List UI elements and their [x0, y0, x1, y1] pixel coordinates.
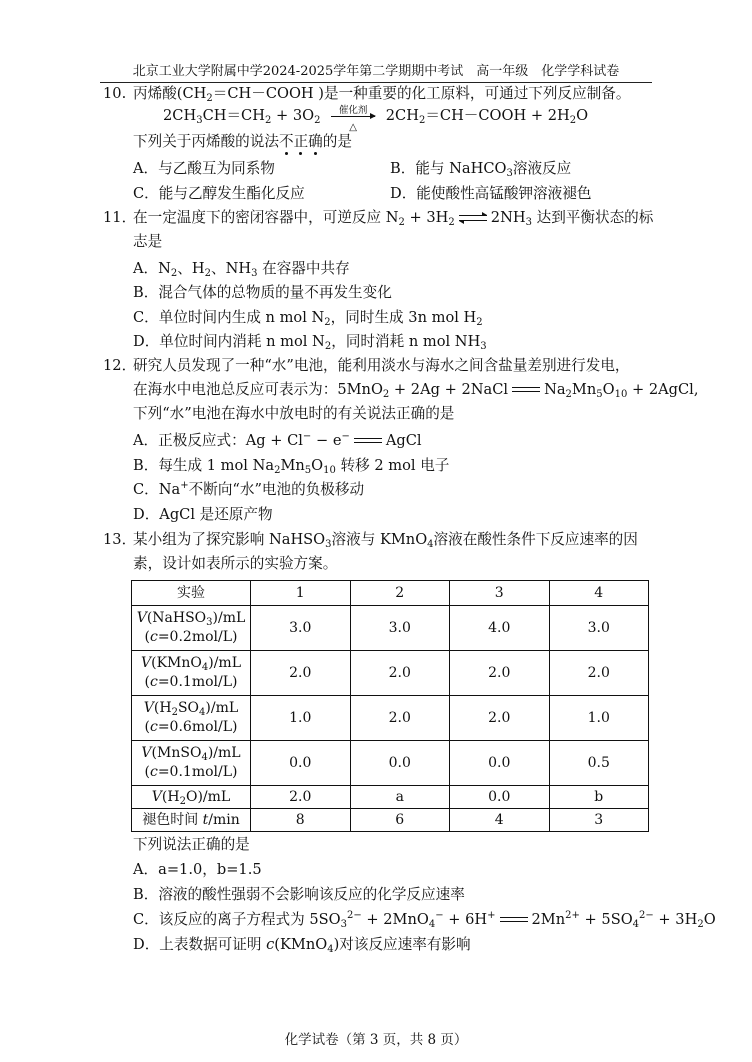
q10-ask: 下列关于丙烯酸的说法不正确的是 — [133, 133, 352, 150]
q13-option-b: B．溶液的酸性强弱不会影响该反应的化学反应速率 — [133, 886, 465, 903]
table-cell: 1.0 — [549, 696, 649, 741]
table-cell: 0.0 — [450, 741, 550, 786]
table-cell: 0.0 — [350, 741, 450, 786]
table-cell: 4 — [450, 809, 550, 832]
question-11: 11．在一定温度下的密闭容器中，可逆反应 $N_2 + 3H_2$ $2NH_3$ 达到平衡状态的标 志是 — [103, 209, 654, 250]
row-label: 褪色时间 t/min — [132, 809, 251, 832]
q13-option-d: D．上表数据可证明 c(KMnO$_4$)对该反应速率有影响 — [133, 936, 471, 955]
q13-ask: 下列说法正确的是 — [133, 836, 250, 853]
q12-option-a: A．正极反应式：Ag + Cl− − e− AgCl — [133, 431, 422, 449]
table-header-row — [132, 581, 649, 606]
question-10 — [103, 82, 663, 106]
page-footer: 化学试卷（第 3 页，共 8 页） — [284, 1032, 468, 1048]
q10-option-d: D．能使酸性高锰酸钾溶液褪色 — [390, 185, 592, 202]
table-cell: 4.0 — [450, 606, 550, 651]
table-row — [132, 786, 649, 809]
row-label: $V(H_2SO_4)/mL$ (c=0.6mol/L) — [132, 696, 251, 741]
table-cell: 3.0 — [549, 606, 649, 651]
table-cell: 2.0 — [350, 696, 450, 741]
experiment-table — [131, 580, 649, 832]
table-header-cell: 1 — [251, 581, 351, 606]
table-cell: 2.0 — [251, 786, 351, 809]
table-header-cell: 4 — [549, 581, 649, 606]
table-cell: a — [350, 786, 450, 809]
table-cell: 6 — [350, 809, 450, 832]
q13-option-a: A．a=1.0，b=1.5 — [133, 861, 262, 878]
table-cell: b — [549, 786, 649, 809]
q10-option-c: C．能与乙醇发生酯化反应 — [133, 185, 305, 202]
table-header-cell: 2 — [350, 581, 450, 606]
table-cell: 2.0 — [251, 651, 351, 696]
q11-option-d: D．单位时间内消耗 n mol $N_2$，同时消耗 n mol $NH_3$ — [133, 333, 487, 352]
q13-option-c: C．该反应的离子方程式为 $5SO_3^{2-} + 2MnO_4^- + 6H^+$ $2Mn^{2+} + 5SO_4^{2-} + 3H_2O$ — [133, 910, 716, 930]
q10-option-a: A．与乙酸互为同系物 — [133, 160, 275, 177]
table-row — [132, 696, 649, 741]
table-row — [132, 606, 649, 651]
row-label: V(NaHSO$_3$)/mL (c=0.2mol/L) — [132, 606, 251, 651]
q12-option-b: B．每生成 1 mol $Na_2Mn_5O_{10}$ 转移 2 mol 电子 — [133, 457, 450, 476]
q10-option-b: B．能与 NaHCO$_3$溶液反应 — [390, 160, 572, 179]
table-cell: 0.5 — [549, 741, 649, 786]
table-cell: 0.0 — [450, 786, 550, 809]
q12-option-c: C．Na+不断向“水”电池的负极移动 — [133, 480, 365, 498]
row-label: V(MnSO$_4$)/mL (c=0.1mol/L) — [132, 741, 251, 786]
table-cell: 3.0 — [251, 606, 351, 651]
table-row — [132, 809, 649, 832]
row-label: V(KMnO$_4$)/mL (c=0.1mol/L) — [132, 651, 251, 696]
q10-equation: $2CH_3CH=CH_2 + 3O_2$ 催化剂 △ $2CH_2=CH-COOH + 2H_2O$ — [163, 105, 589, 133]
exam-header: 北京工业大学附属中学2024-2025学年第二学期期中考试 高一年级 化学学科试卷 — [100, 60, 652, 83]
table-header-cell: 3 — [450, 581, 550, 606]
q11-option-a: A．$N_2$、$H_2$、$NH_3$ 在容器中共存 — [133, 260, 350, 279]
reaction-arrow: 催化剂 △ — [331, 108, 375, 124]
table-cell: 0.0 — [251, 741, 351, 786]
table-cell: 8 — [251, 809, 351, 832]
table-cell: 2.0 — [549, 651, 649, 696]
table-cell: 3.0 — [350, 606, 450, 651]
table-cell: 2.0 — [450, 696, 550, 741]
table-cell: 1.0 — [251, 696, 351, 741]
table-cell: 2.0 — [350, 651, 450, 696]
q11-option-c: C．单位时间内生成 n mol $N_2$，同时生成 3n mol $H_2$ — [133, 309, 483, 328]
table-row — [132, 651, 649, 696]
q10-stem: 10. 丙烯酸($CH_2=CH-COOH$ )是一种重要的化工原料，可通过下列反应制备。 — [103, 85, 631, 104]
table-row — [132, 741, 649, 786]
q11-option-b: B．混合气体的总物质的量不再发生变化 — [133, 284, 392, 301]
question-13: 13．某小组为了探究影响 NaHSO$_3$溶液与 KMnO$_4$溶液在酸性条件下反应速率的因 素，设计如表所示的实验方案。 — [103, 531, 638, 572]
row-label: $V(H_2O)/mL$ — [132, 786, 251, 809]
table-cell: 3 — [549, 809, 649, 832]
table-cell: 2.0 — [450, 651, 550, 696]
table-header-cell: 实验 — [132, 581, 251, 606]
question-12: 12．研究人员发现了一种“水”电池，能利用淡水与海水之间含盐量差别进行发电， 在海水中电池总反应可表示为：5MnO$_2$ + 2Ag + 2NaCl $Na_2Mn_5O_{10}$ + 2AgCl, 下列“水”电池在海水中放电时的有关说法正确的是 — [103, 357, 699, 422]
q12-option-d: D．AgCl 是还原产物 — [133, 506, 273, 523]
reversible-arrow — [459, 213, 487, 223]
